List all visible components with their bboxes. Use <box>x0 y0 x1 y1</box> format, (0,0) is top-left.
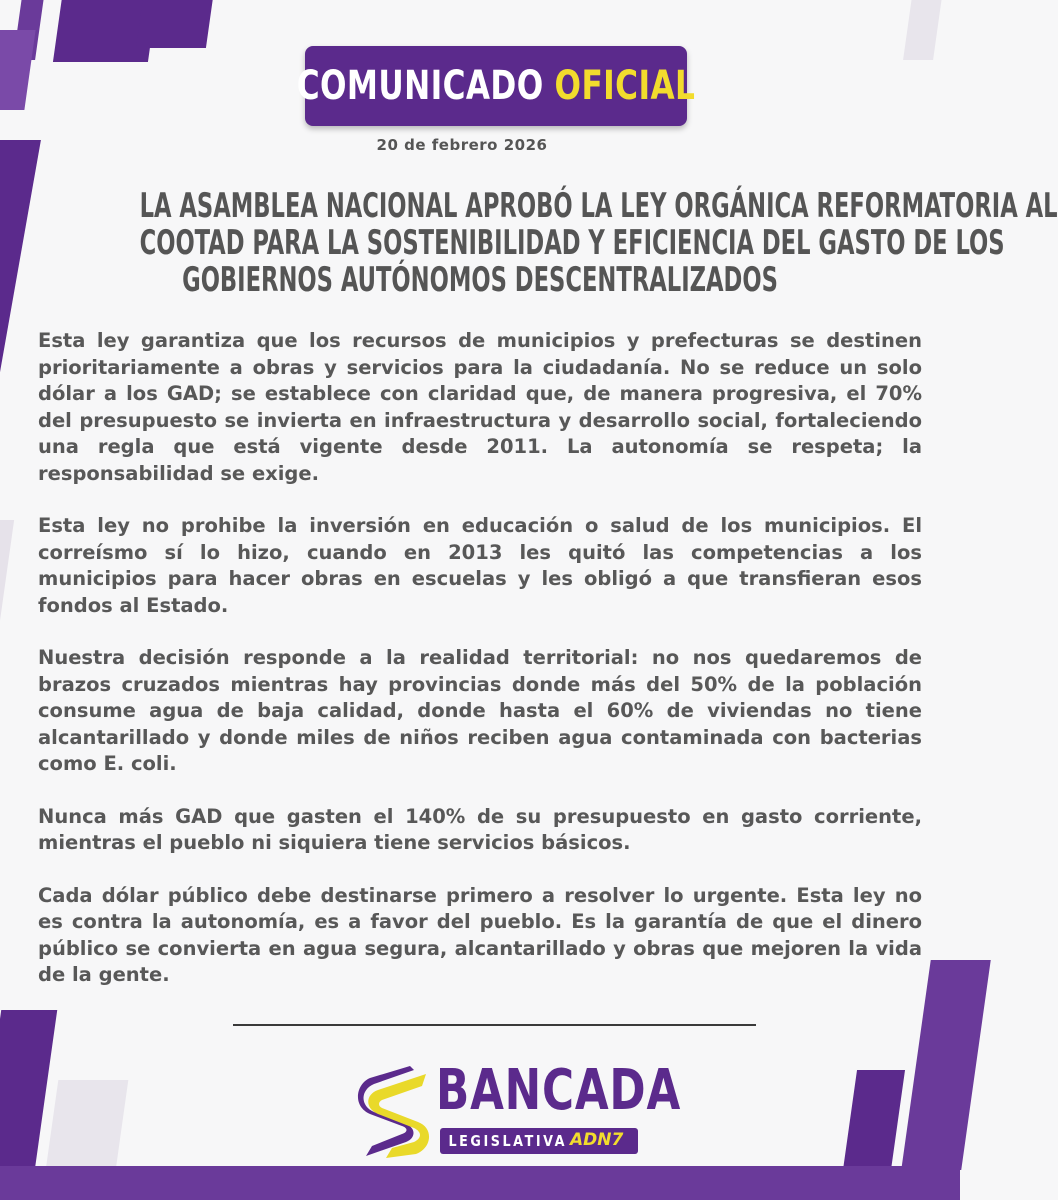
paragraph-1: Esta ley garantiza que los recursos de municipios y prefecturas se destinen prioritariamente a obras y servicios para la ciudadanía. No se reduce un solo dólar a los GAD; se establece con claridad que, de manera progresiva, el 70% del presupuesto se invierta en infraestructura y desarrollo social, fortaleciendo una regla que está vigente desde 2011. La autonomía se respeta; la responsabilidad se exige. <box>38 329 922 485</box>
logo-tag-adn7: ADN7 <box>570 1130 624 1150</box>
headline-line-3: GOBIERNOS AUTÓNOMOS DESCENTRALIZADOS <box>182 260 778 300</box>
bottom-band <box>0 1166 960 1200</box>
paragraph-5: Cada dólar público debe destinarse primero a resolver lo urgente. Esta ley no es contra la autonomía, es a favor del pueblo. Es la garantía de que el dinero público se convierta en agua segura, alcantarillado y obras que mejoren la vida de la gente. <box>38 883 922 986</box>
divider-line <box>233 1024 756 1026</box>
badge-word-oficial: OFICIAL <box>554 63 696 109</box>
headline <box>20 186 1058 300</box>
paragraph-4: Nunca más GAD que gasten el 140% de su presupuesto en gasto corriente, mientras el pueblo ni siquiera tiene servicios básicos. <box>38 804 922 854</box>
headline-line-1: LA ASAMBLEA NACIONAL APROBÓ LA LEY ORGÁNICA REFORMATORIA AL <box>139 186 1058 226</box>
paragraph-3: Nuestra decisión responde a la realidad territorial: no nos quedaremos de brazos cruzados mientras hay provincias donde más del 50% de la población consume agua de baja calidad, donde hasta el 60% de viviendas no tiene alcantarillado y donde miles de niños reciben agua contaminada con bacterias como E. coli. <box>38 646 922 775</box>
release-date: 20 de febrero 2026 <box>376 136 548 154</box>
badge-word-comunicado: COMUNICADO <box>296 63 544 109</box>
body-text <box>38 328 922 1015</box>
logo-word-bancada: BANCADA <box>436 1058 682 1123</box>
paragraph-2: Esta ley no prohibe la inversión en educación o salud de los municipios. El correísmo sí lo hizo, cuando en 2013 les quitó las competencias a los municipios para hacer obras en escuelas y les obligó a que transfieran esos fondos al Estado. <box>38 514 922 617</box>
logo-subtitle-legislativa: LEGISLATIVA <box>448 1132 568 1150</box>
headline-line-2: COOTAD PARA LA SOSTENIBILIDAD Y EFICIENCIA DEL GASTO DE LOS <box>139 223 1005 263</box>
bancada-logo-icon <box>356 1066 436 1158</box>
comunicado-oficial-badge <box>296 46 696 126</box>
